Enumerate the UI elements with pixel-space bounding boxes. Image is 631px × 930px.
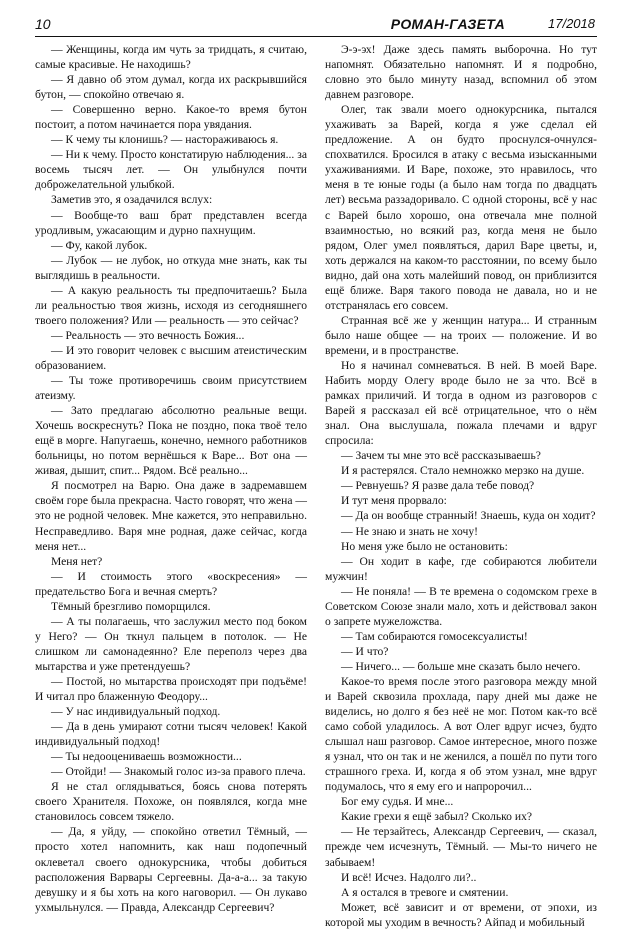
paragraph: Я посмотрел на Варю. Она даже в задремавшем своём горе была прекрасна. Часто говорят, что жена — это не родной человек. Мне кажется, это неправильно. Несправедливо. Варя мне родная, даже сейчас, когда меня нет... (35, 479, 307, 553)
paragraph: А я остался в тревоге и смятении. (341, 885, 509, 899)
paragraph: Но я начинал сомневаться. В ней. В моей Варе. Набить морду Олегу вроде было не за что. Всё в рамках приличий. И тогда в одном из разговоров с Варей я рассказал ей всё отрицательное, что о нём знал. Она выслушала, пожала плечами и вдруг спросила: (325, 358, 597, 448)
paragraph: — А ты полагаешь, что заслужил место под боком у Него? — Он ткнул пальцем в потолок. — Не слишком ли самонадеянно? Еле переполз через два мытарства и уже претендуешь? (35, 614, 307, 673)
paragraph: Какое-то время после этого разговора между мной и Варей сквозила прохлада, пару дней мы даже не виделись, но долго я без неё не мог. Потом как-то всё само собой уладилось. А вот Олег вдруг исчез, будто слышал наш разговор. Самое интересное, много позже я узнал, что он так и не женился, а пошёл по пути того страшного греха. И, когда я об этом узнал, мне вдруг подумалось, что я ему его и напророчил... (325, 674, 597, 794)
left-column (35, 42, 307, 914)
paragraph: — Да он вообще странный! Знаешь, куда он ходит? (341, 509, 596, 523)
page-header (35, 14, 597, 37)
paragraph: — Зачем ты мне это всё рассказываешь? (341, 449, 541, 463)
paragraph: — Ничего... — больше мне сказать было нечего. (341, 659, 581, 673)
paragraph: Но меня уже было не остановить: (341, 539, 508, 553)
issue-number: 17/2018 (548, 16, 595, 31)
paragraph: Я не стал оглядываться, боясь снова потерять своего Хранителя. Похоже, он появлялся, когда мне становилось совсем тяжело. (35, 780, 307, 824)
paragraph: — Я давно об этом думал, когда их раскрывшийся бутон, — спокойно отвечаю я. (35, 73, 307, 102)
paragraph: — И это говорит человек с высшим атеистическим образованием. (35, 343, 307, 372)
paragraph: Может, всё зависит и от времени, от эпохи, из которой мы уходим в вечность? Айпад и мобильный (325, 900, 597, 929)
paragraph: — Ни к чему. Просто констатирую наблюдения... за восемь тысяч лет. — Он улыбнулся почти доброжелательной улыбкой. (35, 148, 307, 192)
paragraph: — Лубок — не лубок, но откуда мне знать, как ты выглядишь в реальности. (35, 253, 307, 282)
paragraph: — Фу, какой лубок. (51, 238, 148, 252)
paragraph: — Не терзайтесь, Александр Сергеевич, — сказал, прежде чем исчезнуть, Тёмный. — Мы-то ничего не забываем! (325, 825, 597, 869)
paragraph: — Зато предлагаю абсолютно реальные вещи. Хочешь воскреснуть? Пока не поздно, пока твоё тело ещё в морге. Напугаешь, конечно, немного работников больницы, но потом вернёшься к Варе... Вот она — живая, дышит, спит... Рядом. Всё реально... (35, 404, 307, 478)
right-column (325, 42, 597, 929)
paragraph: — Ты тоже противоречишь своим присутствием атеизму. (35, 374, 307, 403)
paragraph: Э-э-эх! Даже здесь память выборочна. Но тут напомнят. Обязательно напомнят. И я подробно, словно это было минуту назад, вспомнил об этом давнем разговоре. (325, 43, 597, 102)
paragraph: — Постой, но мытарства происходят при подъёме! И читал про блаженную Феодору... (35, 674, 307, 704)
paragraph: — Да в день умирают сотни тысяч человек! Какой индивидуальный подход! (35, 720, 307, 749)
paragraph: — Ты недооцениваешь возможности... (51, 750, 242, 764)
paragraph: — Да, я уйду, — спокойно ответил Тёмный, — просто хотел напомнить, как наш подопечный оклеветал своего однокурсника, чтобы добиться расположения Варвары Сергеевны. Да-а-а... за такую девушку и я бы хоть на кого наговорил. — Он лукаво ухмыльнулся. — Правда, Александр Сергеевич? (35, 825, 307, 914)
paragraph: — Реальность — это вечность Божия... (51, 328, 245, 342)
paragraph: Меня нет? (51, 554, 103, 568)
page-number: 10 (35, 16, 51, 32)
paragraph: — Ревнуешь? Я разве дала тебе повод? (341, 479, 535, 493)
paragraph: Тёмный брезгливо поморщился. (51, 599, 211, 613)
paragraph: — Не знаю и знать не хочу! (341, 524, 478, 538)
magazine-title: РОМАН-ГАЗЕТА (390, 16, 505, 32)
paragraph: И тут меня прорвало: (341, 494, 447, 508)
paragraph: Олег, так звали моего однокурсника, пытался ухаживать за Варей, когда я уже сделал ей предложение. А он будто проснулся-очнулся-спохватился. Бросился в атаку с весьма изысканными ухаживаниями. И Варе, похоже, это нравилось, что меня в те юные годы (а было нам тогда по двадцать лет) весьма раззадоривало. С одной стороны, всё у нас с Варей было хорошо, она отвечала мне полной взаимностью, но всякий раз, когда меня не было рядом, Олег умел появляться, дарил Варе цветы, и, хоть держался на каком-то расстоянии, по всему было видно, дай она хоть малейший повод, он приблизится ещё ближе. Варя такого повода не давала, но и не отстранялась его совсем. (325, 103, 597, 312)
paragraph: — Там собираются гомосексуалисты! (341, 629, 528, 643)
paragraph: И я растерялся. Стало немножко мерзко на душе. (341, 464, 585, 478)
paragraph: Какие грехи я ещё забыл? Сколько их? (341, 810, 533, 824)
paragraph: — И что? (341, 644, 389, 658)
paragraph: — Не поняла! — В те времена о содомском грехе в Советском Союзе знали мало, хоть и действовал закон о запрете мужеложства. (325, 584, 597, 628)
paragraph: — А какую реальность ты предпочитаешь? Была ли реальностью твоя жизнь, исходя из сегодняшнего твоего положения? Или — реальность — это сейчас? (35, 283, 307, 327)
paragraph: Странная всё же у женщин натура... И странным было наше общее — на троих — положение. И во времени, и в пространстве. (325, 313, 597, 357)
paragraph: Заметив это, я озадачился вслух: (51, 193, 213, 207)
paragraph: И всё! Исчез. Надолго ли?.. (341, 870, 477, 884)
paragraph: — У нас индивидуальный подход. (51, 705, 221, 719)
paragraph: — Отойди! — Знакомый голос из-за правого плеча. (51, 765, 306, 779)
paragraph: — Он ходит в кафе, где собираются любители мужчин! (325, 554, 597, 583)
paragraph: — И стоимость этого «воскресения» — предательство Бога и вечная смерть? (35, 569, 307, 598)
paragraph: — Совершенно верно. Какое-то время бутон постоит, а потом начинается пора увядания. (35, 103, 307, 132)
paragraph: — К чему ты клонишь? — настораживаюсь я. (51, 133, 279, 147)
paragraph: — Женщины, когда им чуть за тридцать, я считаю, самые красивые. Не находишь? (35, 43, 307, 72)
paragraph: Бог ему судья. И мне... (341, 795, 454, 809)
paragraph: — Вообще-то ваш брат представлен всегда уродливым, ужасающим и дурно пахнущим. (35, 208, 307, 237)
